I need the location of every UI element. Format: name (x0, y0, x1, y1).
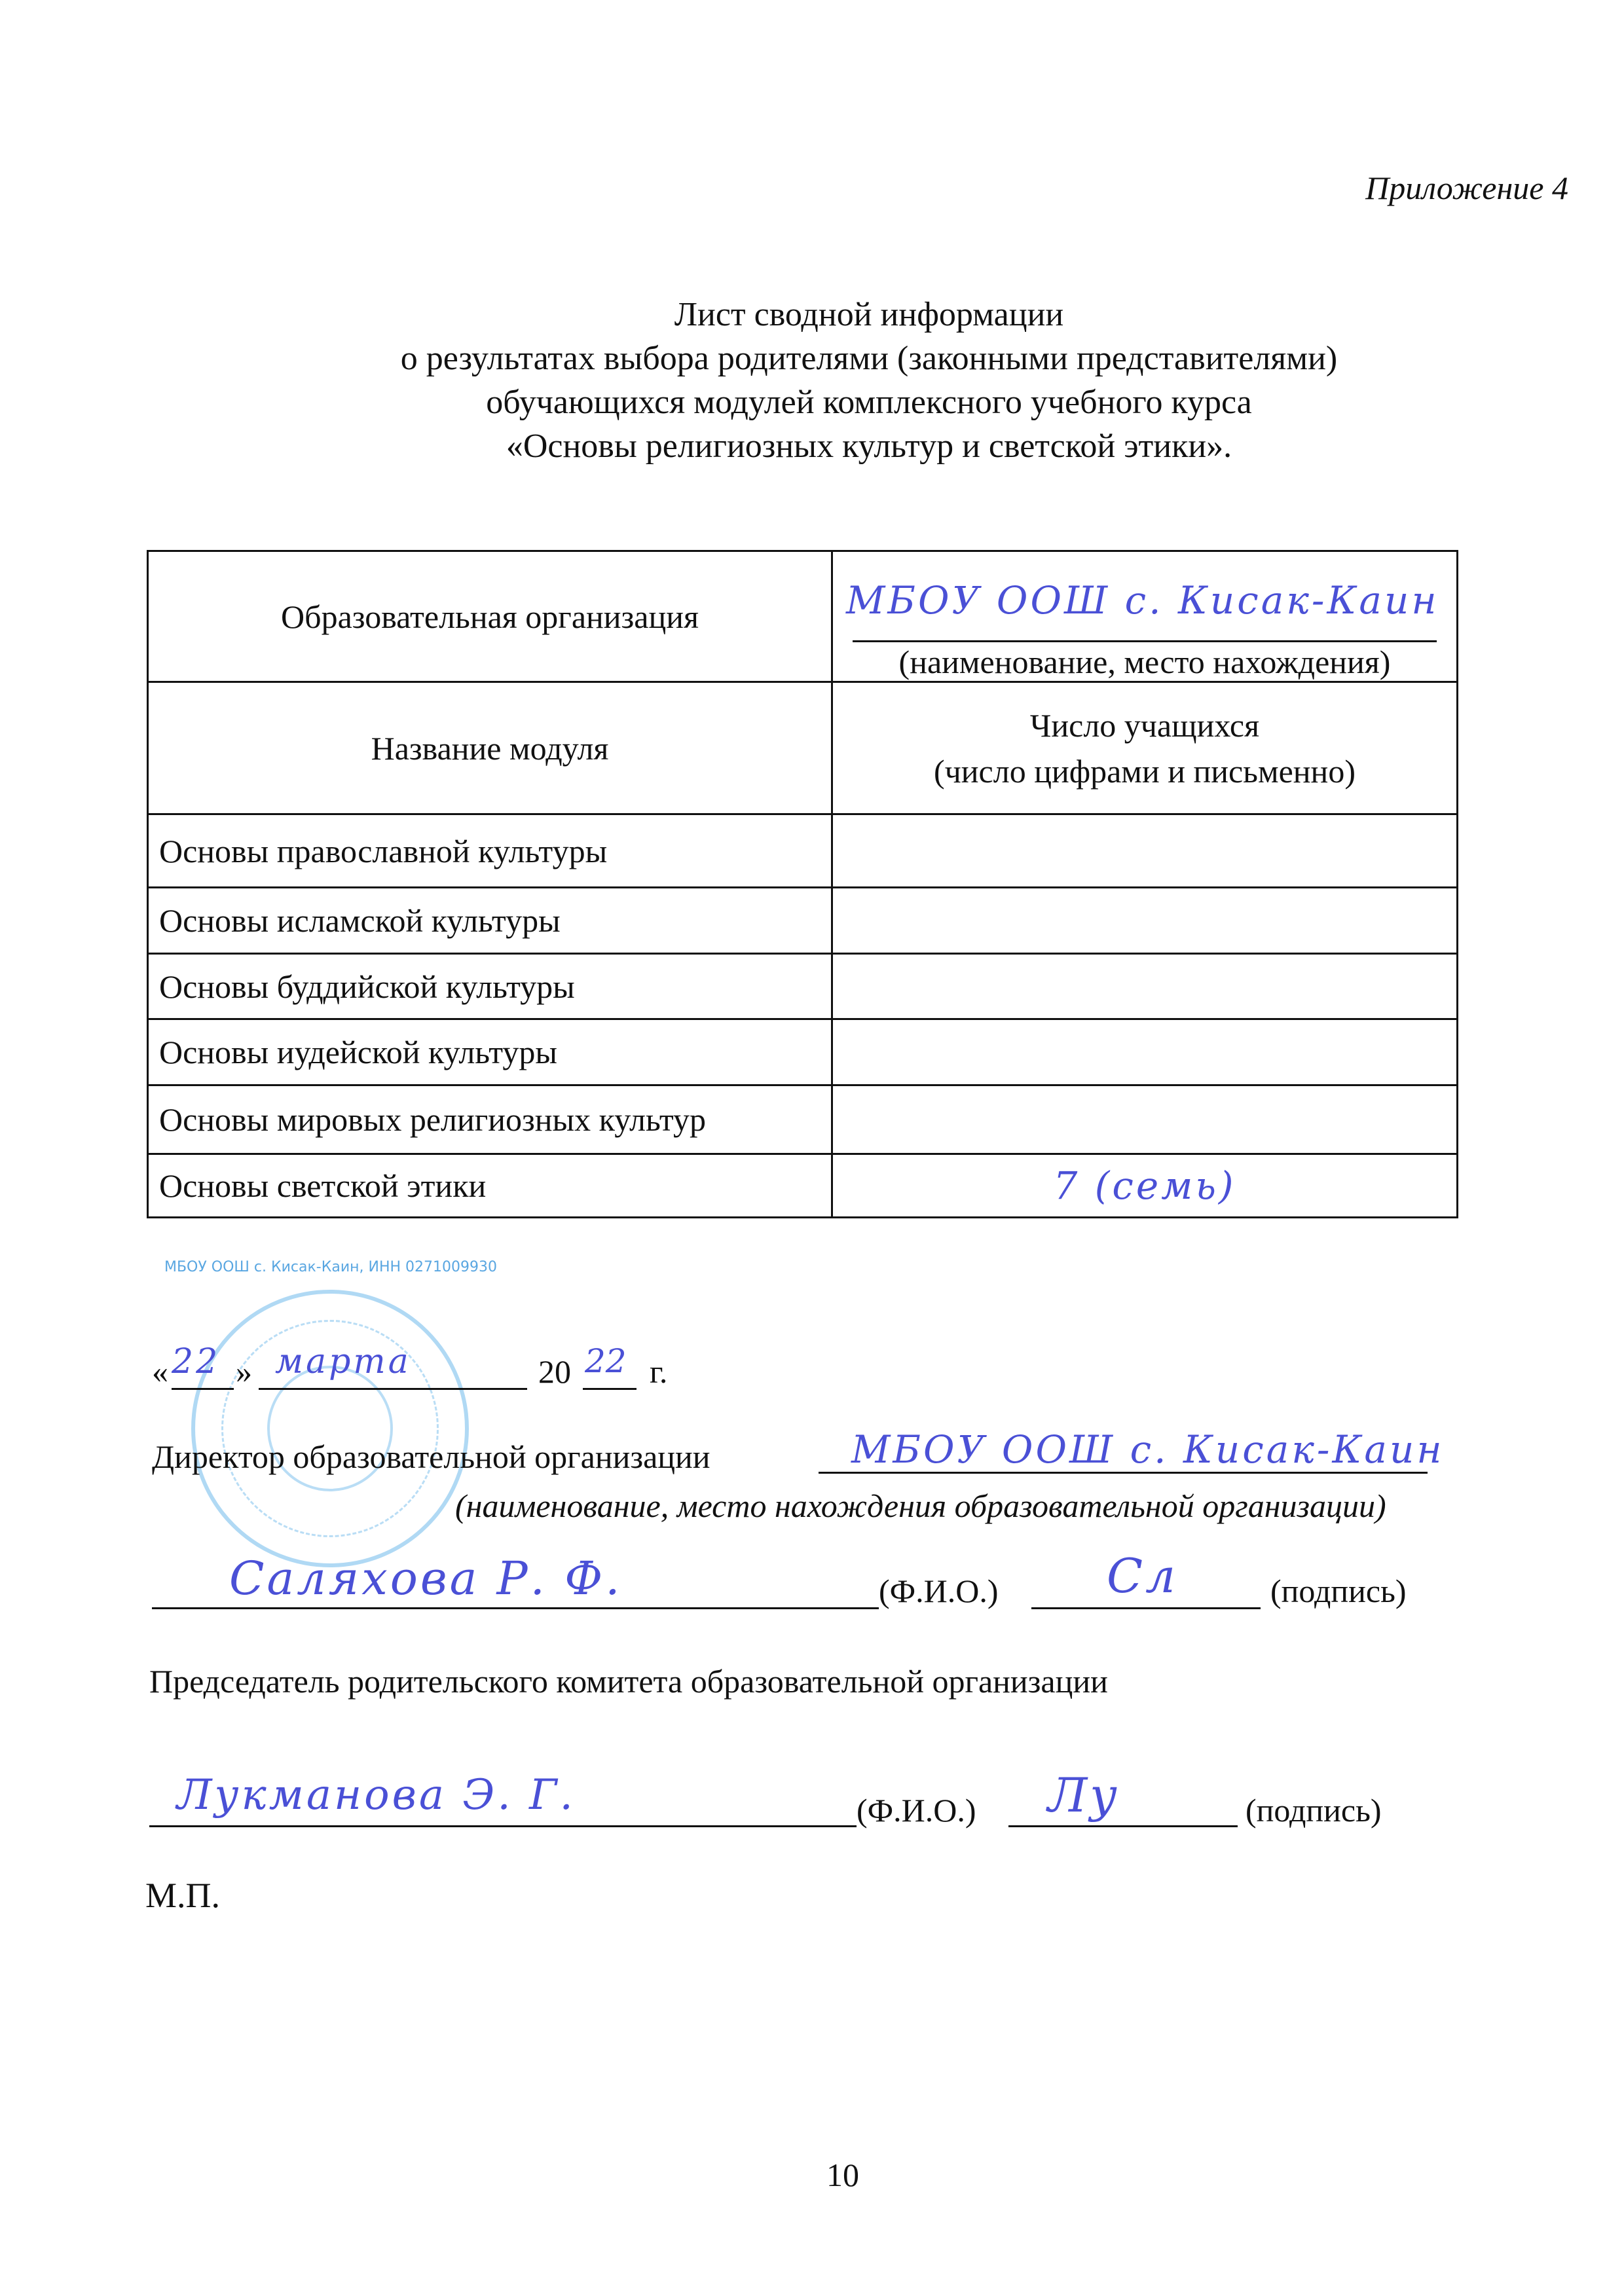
director-sign-label: (подпись) (1270, 1573, 1407, 1609)
module-name: Основы буддийской культуры (148, 954, 832, 1019)
director-name: Саляхова Р. Ф. (229, 1552, 623, 1605)
student-count (832, 814, 1458, 888)
chairman-fio-label: (Ф.И.О.) (857, 1792, 976, 1829)
table-row (148, 888, 1458, 954)
date-close-quote: » (236, 1353, 252, 1390)
table-row (148, 954, 1458, 1019)
appendix-label: Приложение 4 (1365, 170, 1568, 206)
director-signature: Сл (1107, 1548, 1178, 1603)
chairman-sign-label: (подпись) (1246, 1792, 1382, 1829)
module-header: Название модуля (148, 682, 832, 814)
table-row (148, 1019, 1458, 1085)
count-header-note: (число цифрами и письменно) (934, 752, 1356, 790)
module-name: Основы иудейской культуры (148, 1019, 832, 1085)
title-line-2: о результатах выбора родителями (законными представителями) (400, 340, 1338, 377)
seal-place-label: М.П. (145, 1876, 221, 1915)
org-caption: (наименование, место нахождения) (898, 644, 1391, 680)
student-count (832, 954, 1458, 1019)
org-value: МБОУ ООШ с. Кисак-Каин (846, 578, 1439, 623)
table-row (148, 1154, 1458, 1218)
table-row (148, 1085, 1458, 1154)
director-org-value: МБОУ ООШ с. Кисак-Каин (851, 1427, 1445, 1472)
date-year-prefix: 20 (538, 1353, 571, 1390)
org-cell (832, 551, 1458, 682)
student-count (832, 888, 1458, 954)
count-header-title: Число учащихся (1029, 706, 1260, 744)
page-number: 10 (826, 2157, 859, 2193)
title-line-3: обучающихся модулей комплексного учебного курса (486, 384, 1252, 421)
title-line-4: «Основы религиозных культур и светской этики». (506, 428, 1232, 465)
count-header (832, 682, 1458, 814)
date-year-unit: г. (650, 1353, 668, 1390)
student-count (832, 1085, 1458, 1154)
table-row (148, 814, 1458, 888)
director-label: Директор образовательной организации (152, 1438, 710, 1475)
director-org-caption: (наименование, место нахождения образовательной организации) (455, 1487, 1386, 1524)
student-count: 7 (семь) (832, 1154, 1458, 1218)
date-year-suffix: 22 (585, 1342, 627, 1380)
date-day: 22 (172, 1342, 221, 1381)
organization-stamp (191, 1290, 469, 1567)
date-month: марта (275, 1342, 411, 1381)
module-selection-table (147, 550, 1458, 1218)
module-name: Основы православной культуры (148, 814, 832, 888)
module-name: Основы исламской культуры (148, 888, 832, 954)
stamp-text: МБОУ ООШ с. Кисак-Каин, ИНН 0271009930 (164, 1259, 498, 1275)
org-label: Образовательная организация (148, 551, 832, 682)
module-name: Основы светской этики (148, 1154, 832, 1218)
student-count (832, 1019, 1458, 1085)
director-fio-label: (Ф.И.О.) (879, 1573, 999, 1609)
chairman-signature: Лу (1048, 1768, 1120, 1823)
title-line-1: Лист сводной информации (674, 296, 1064, 333)
date-open-quote: « (152, 1353, 168, 1390)
chairman-name: Лукманова Э. Г. (177, 1771, 576, 1819)
module-name: Основы мировых религиозных культур (148, 1085, 832, 1154)
chairman-label: Председатель родительского комитета образовательной организации (149, 1663, 1108, 1700)
